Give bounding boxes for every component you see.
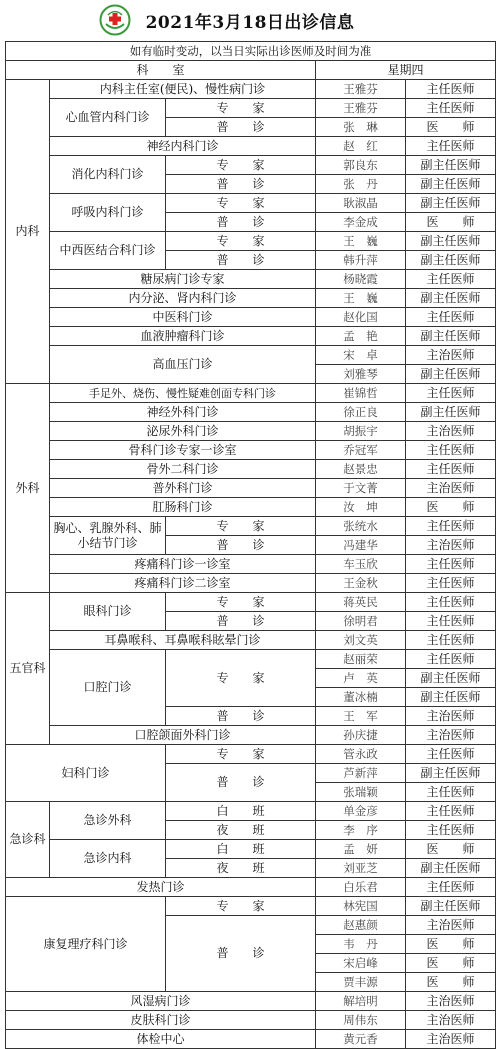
doctor-name: 周伟东 [316, 1011, 406, 1030]
dept-name: 神经外科门诊 [50, 403, 316, 422]
doctor-name: 胡振宇 [316, 422, 406, 441]
doctor-title: 副主任医师 [406, 251, 496, 270]
sub-type: 普 诊 [166, 175, 316, 194]
doctor-title: 主任医师 [406, 517, 496, 536]
column-header-row [6, 61, 496, 80]
doctor-name: 董冰楠 [316, 688, 406, 707]
table-row [6, 840, 496, 859]
sub-type: 专 家 [166, 897, 316, 916]
dept-name: 口腔门诊 [50, 650, 166, 726]
table-row [6, 897, 496, 916]
group-label-waike: 外科 [6, 384, 50, 593]
day-column-header: 星期四 [316, 61, 496, 80]
dept-name: 疼痛科门诊二诊室 [50, 574, 316, 593]
dept-name: 体检中心 [6, 1030, 316, 1049]
doctor-title: 主任医师 [406, 612, 496, 631]
doctor-title: 医 师 [406, 498, 496, 517]
table-row [6, 574, 496, 593]
doctor-title: 副主任医师 [406, 897, 496, 916]
doctor-title: 副主任医师 [406, 175, 496, 194]
doctor-name: 白乐君 [316, 878, 406, 897]
sub-type: 专 家 [166, 156, 316, 175]
table-row [6, 498, 496, 517]
doctor-name: 赵丽荣 [316, 650, 406, 669]
doctor-name: 贾丰源 [316, 973, 406, 992]
sub-type: 普 诊 [166, 916, 316, 992]
table-row [6, 992, 496, 1011]
dept-name: 口腔颌面外科门诊 [50, 726, 316, 745]
dept-name: 糖尿病门诊专家 [50, 270, 316, 289]
sub-type: 普 诊 [166, 707, 316, 726]
sub-type: 普 诊 [166, 251, 316, 270]
group-label-wuguan: 五官科 [6, 593, 50, 745]
table-row [6, 99, 496, 118]
doctor-title: 副主任医师 [406, 194, 496, 213]
doctor-name: 黄元香 [316, 1030, 406, 1049]
table-row [6, 403, 496, 422]
sub-type: 夜 班 [166, 821, 316, 840]
group-label-neike: 内科 [6, 80, 50, 384]
doctor-name: 李金成 [316, 213, 406, 232]
table-row [6, 308, 496, 327]
dept-name: 康复理疗科门诊 [6, 897, 166, 992]
table-row [6, 460, 496, 479]
doctor-name: 郭良东 [316, 156, 406, 175]
doctor-name: 王雅芬 [316, 99, 406, 118]
doctor-title: 副主任医师 [406, 688, 496, 707]
doctor-name: 于文菁 [316, 479, 406, 498]
doctor-title: 主任医师 [406, 593, 496, 612]
doctor-title: 主治医师 [406, 479, 496, 498]
doctor-title: 主任医师 [406, 99, 496, 118]
sub-type: 普 诊 [166, 612, 316, 631]
doctor-name: 王 巍 [316, 289, 406, 308]
doctor-name: 卢 英 [316, 669, 406, 688]
doctor-title: 主治医师 [406, 707, 496, 726]
page-title: 2021年3月18日出诊信息 [145, 13, 355, 33]
doctor-name: 张 琳 [316, 118, 406, 137]
table-row [6, 327, 496, 346]
doctor-title: 主任医师 [406, 878, 496, 897]
doctor-title: 主任医师 [406, 308, 496, 327]
sub-type: 普 诊 [166, 213, 316, 232]
dept-name: 骨外二科门诊 [50, 460, 316, 479]
doctor-name: 乔冠军 [316, 441, 406, 460]
doctor-title: 主任医师 [406, 650, 496, 669]
dept-name: 内分泌、肾内科门诊 [50, 289, 316, 308]
doctor-title: 主任医师 [406, 270, 496, 289]
table-row [6, 384, 496, 403]
doctor-title: 主治医师 [406, 726, 496, 745]
doctor-title: 主任医师 [406, 137, 496, 156]
dept-name: 眼科门诊 [50, 593, 166, 631]
doctor-name: 孟 妍 [316, 840, 406, 859]
doctor-name: 杨晓霞 [316, 270, 406, 289]
table-row [6, 441, 496, 460]
sub-type: 专 家 [166, 593, 316, 612]
doctor-name: 赵化国 [316, 308, 406, 327]
doctor-name: 韩升萍 [316, 251, 406, 270]
sub-type: 专 家 [166, 232, 316, 251]
dept-name: 骨科门诊专家一诊室 [50, 441, 316, 460]
table-row [6, 593, 496, 612]
table-row [6, 137, 496, 156]
doctor-name: 单金彦 [316, 802, 406, 821]
doctor-title: 主任医师 [406, 441, 496, 460]
doctor-title: 副主任医师 [406, 156, 496, 175]
doctor-title: 主治医师 [406, 992, 496, 1011]
table-row [6, 878, 496, 897]
doctor-name: 张统水 [316, 517, 406, 536]
doctor-title: 主任医师 [406, 745, 496, 764]
doctor-title: 主治医师 [406, 1030, 496, 1049]
doctor-title: 主治医师 [406, 346, 496, 365]
doctor-title: 副主任医师 [406, 365, 496, 384]
dept-name: 皮肤科门诊 [6, 1011, 316, 1030]
doctor-name: 管永政 [316, 745, 406, 764]
doctor-name: 王 军 [316, 707, 406, 726]
doctor-title: 主任医师 [406, 384, 496, 403]
doctor-name: 耿淑晶 [316, 194, 406, 213]
group-label-jizhen: 急诊科 [6, 802, 50, 878]
doctor-name: 张 丹 [316, 175, 406, 194]
table-row [6, 650, 496, 669]
doctor-name: 解培明 [316, 992, 406, 1011]
doctor-title: 医 师 [406, 118, 496, 137]
doctor-title: 副主任医师 [406, 669, 496, 688]
doctor-title: 主治医师 [406, 1011, 496, 1030]
doctor-name: 蒋英民 [316, 593, 406, 612]
dept-name: 普外科门诊 [50, 479, 316, 498]
doctor-name: 刘文英 [316, 631, 406, 650]
doctor-name: 赵 红 [316, 137, 406, 156]
doctor-title: 主任医师 [406, 631, 496, 650]
doctor-title: 副主任医师 [406, 232, 496, 251]
dept-name: 血液肿瘤科门诊 [50, 327, 316, 346]
dept-name: 泌尿外科门诊 [50, 422, 316, 441]
sub-type: 普 诊 [166, 536, 316, 555]
dept-name: 高血压门诊 [50, 346, 316, 384]
table-row [6, 289, 496, 308]
doctor-title: 医 师 [406, 954, 496, 973]
doctor-title: 主任医师 [406, 821, 496, 840]
sub-type: 专 家 [166, 517, 316, 536]
sub-type: 夜 班 [166, 859, 316, 878]
doctor-name: 王金秋 [316, 574, 406, 593]
sub-type: 专 家 [166, 194, 316, 213]
dept-name: 耳鼻喉科、耳鼻喉科眩晕门诊 [50, 631, 316, 650]
sub-type: 白 班 [166, 802, 316, 821]
table-row [6, 479, 496, 498]
doctor-name: 孟 艳 [316, 327, 406, 346]
table-row [6, 194, 496, 213]
dept-name: 发热门诊 [6, 878, 316, 897]
table-row [6, 631, 496, 650]
table-row [6, 270, 496, 289]
doctor-name: 刘雅琴 [316, 365, 406, 384]
doctor-name: 宋 卓 [316, 346, 406, 365]
sub-type: 白 班 [166, 840, 316, 859]
doctor-name: 李 序 [316, 821, 406, 840]
doctor-title: 主任医师 [406, 460, 496, 479]
doctor-title: 副主任医师 [406, 327, 496, 346]
doctor-title: 主任医师 [406, 802, 496, 821]
doctor-name: 王雅芬 [316, 80, 406, 99]
notice-text: 如有临时变动，以当日实际出诊医师及时间为准 [6, 42, 496, 61]
sub-type: 普 诊 [166, 764, 316, 802]
dept-name: 手足外、烧伤、慢性疑难创面专科门诊 [50, 384, 316, 403]
dept-name: 急诊外科 [50, 802, 166, 840]
doctor-name: 芦新萍 [316, 764, 406, 783]
doctor-title: 主任医师 [406, 80, 496, 99]
table-row [6, 517, 496, 536]
doctor-name: 徐正良 [316, 403, 406, 422]
dept-name: 急诊内科 [50, 840, 166, 878]
dept-name: 肛肠科门诊 [50, 498, 316, 517]
table-row [6, 726, 496, 745]
doctor-name: 宋启峰 [316, 954, 406, 973]
doctor-title: 医 师 [406, 213, 496, 232]
dept-name: 心血管内科门诊 [50, 99, 166, 137]
doctor-name: 车玉欣 [316, 555, 406, 574]
doctor-title: 主治医师 [406, 422, 496, 441]
table-row [6, 745, 496, 764]
sub-type: 专 家 [166, 650, 316, 707]
doctor-name: 汝 坤 [316, 498, 406, 517]
doctor-name: 韦 丹 [316, 935, 406, 954]
doctor-title: 主任医师 [406, 783, 496, 802]
dept-name: 呼吸内科门诊 [50, 194, 166, 232]
sub-type: 专 家 [166, 745, 316, 764]
doctor-name: 林宪国 [316, 897, 406, 916]
table-row [6, 80, 496, 99]
table-row [6, 1030, 496, 1049]
dept-name: 神经内科门诊 [50, 137, 316, 156]
sub-type: 专 家 [166, 99, 316, 118]
doctor-name: 徐明君 [316, 612, 406, 631]
doctor-name: 赵景忠 [316, 460, 406, 479]
table-row [6, 232, 496, 251]
doctor-name: 孙庆捷 [316, 726, 406, 745]
doctor-title: 主任医师 [406, 574, 496, 593]
dept-name: 风湿病门诊 [6, 992, 316, 1011]
doctor-title: 医 师 [406, 973, 496, 992]
table-row [6, 346, 496, 365]
dept-name: 中医科门诊 [50, 308, 316, 327]
dept-name: 疼痛科门诊一诊室 [50, 555, 316, 574]
doctor-name: 张瑞颖 [316, 783, 406, 802]
table-row [6, 1011, 496, 1030]
doctor-name: 崔锦哲 [316, 384, 406, 403]
doctor-name: 王 巍 [316, 232, 406, 251]
dept-name: 妇科门诊 [6, 745, 166, 802]
dept-column-header: 科 室 [6, 61, 316, 80]
doctor-title: 医 师 [406, 935, 496, 954]
dept-name: 中西医结合科门诊 [50, 232, 166, 270]
notice-row [6, 42, 496, 61]
dept-name: 消化内科门诊 [50, 156, 166, 194]
doctor-title: 医 师 [406, 840, 496, 859]
dept-name: 内科主任室(便民)、慢性病门诊 [50, 80, 316, 99]
dept-name: 胸心、乳腺外科、肺小结节门诊 [50, 517, 166, 555]
doctor-title: 副主任医师 [406, 859, 496, 878]
doctor-title: 主治医师 [406, 916, 496, 935]
doctor-name: 冯建华 [316, 536, 406, 555]
table-row [6, 555, 496, 574]
doctor-title: 副主任医师 [406, 289, 496, 308]
table-row [6, 156, 496, 175]
schedule-table [5, 41, 496, 1049]
doctor-name: 刘亚芝 [316, 859, 406, 878]
doctor-title: 主任医师 [406, 555, 496, 574]
table-row [6, 802, 496, 821]
doctor-title: 副主任医师 [406, 764, 496, 783]
sub-type: 普 诊 [166, 118, 316, 137]
doctor-title: 副主任医师 [406, 403, 496, 422]
doctor-title: 主治医师 [406, 536, 496, 555]
doctor-name: 赵惠颜 [316, 916, 406, 935]
table-row [6, 422, 496, 441]
